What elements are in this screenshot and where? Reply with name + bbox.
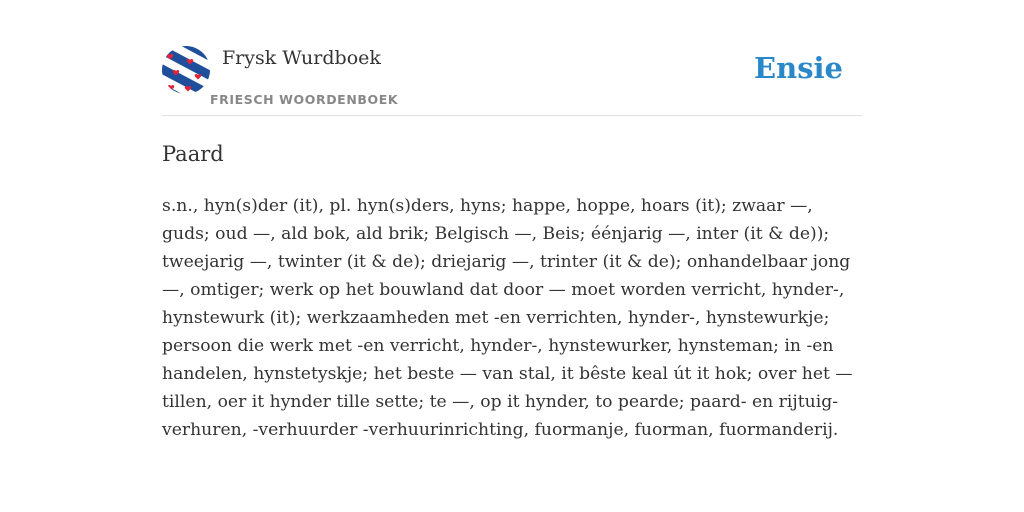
dictionary-title[interactable]: Frysk Wurdboek [222,47,381,69]
ensie-brand-link[interactable]: Ensie [754,51,843,85]
frisian-flag-logo-icon[interactable] [162,46,210,94]
dictionary-page [162,0,862,512]
page-header [162,0,862,116]
dictionary-subtitle: FRIESCH WOORDENBOEK [210,92,399,107]
entry-definition: s.n., hyn(s)der (it), pl. hyn(s)ders, hyns; happe, hoppe, hoars (it); zwaar —, guds; oud —, ald bok, ald brik; Belgisch —, Beis; éénjarig —, inter (it & de)); tweejarig —, twinter (it & de); driejarig —, trinter (it & de); onhandelbaar jong —, omtiger; werk op het bouwland dat door — moet worden verricht, hynder-, hynstewurk (it); werkzaamheden met -en verrichten, hynder-, hynstewurkje; persoon die werk met -en verricht, hynder-, hynstewurker, hynsteman; in -en handelen, hynstetyskje; het beste — van stal, it bêste keal út it hok; over het — tillen, oer it hynder tille sette; te —, op it hynder, to pearde; paard- en rijtuig-verhuren, -verhuurder -verhuurinrichting, fuormanje, fuorman, fuormanderij. [162,196,853,440]
entry-word: Paard [162,142,224,166]
